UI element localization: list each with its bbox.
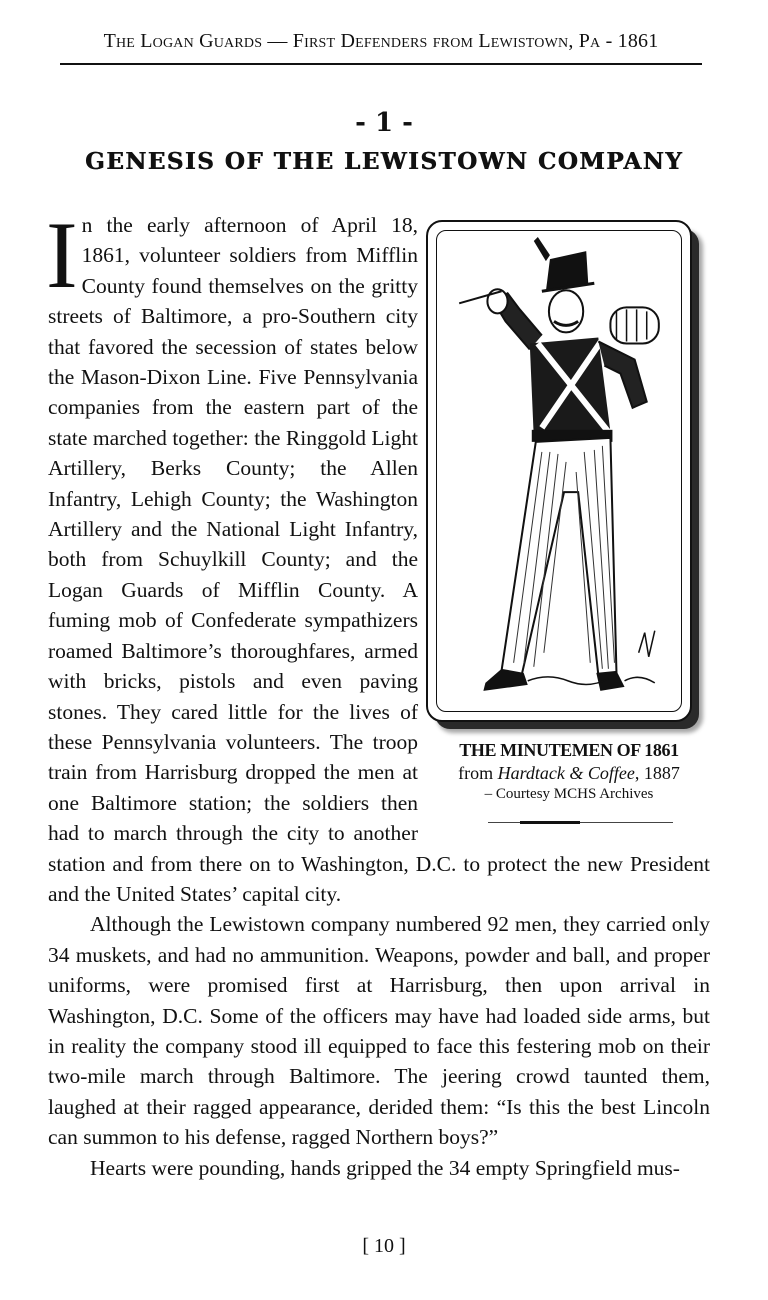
running-head-text: The Logan Guards — First Defenders from Lewistown, Pa - 1861 (103, 30, 659, 52)
running-head-rule (60, 63, 702, 65)
caption-credit: – Courtesy MCHS Archives (484, 786, 654, 802)
paragraph-3: Hearts were pounding, hands gripped the 34 empty Springfield mus- (90, 1155, 680, 1180)
caption-source-title: Hardtack & Coffee (497, 763, 635, 783)
chapter-number: - 1 - (355, 108, 413, 138)
paragraph-1-text: n the early afternoon of April 18, 1861, volunteer soldiers from Mifflin County found themselves on the gritty streets of Baltimore, a pro-Southern city that favored the secession of states below the Mason-Dixon Line. Five Pennsylvania companies from the eastern part of the state marched together: the Ringgold Light Artillery, Berks County; the Allen Infantry, Lehigh County; the Washington Artillery and the National Light Infantry, both from Schuylkill County; and the Logan Guards of Mifflin County. A fuming mob of Confederate sympathizers roamed Baltimore’s thoroughfares, armed with bricks, pistols and even paving stones. They cared little for the lives of these Pennsylvania volunteers. The troop train from Harrisburg dropped the men at one Baltimore station; the soldiers then had to march through the city to another station and from there on to Washington, D.C. to protect the new President and the United States’ capital city. (48, 213, 710, 906)
caption-source-prefix: from (458, 763, 494, 783)
drop-cap: I (46, 202, 78, 308)
soldier-illustration (437, 231, 681, 711)
illustration (436, 230, 682, 712)
paragraph-2: Although the Lewistown company numbered 92 men, they carried only 34 muskets, and had no ammunition. Weapons, powder and ball, and proper uniforms, were promised first at Harrisburg, then upon arrival in Washington, D.C. Some of the officers may have had loaded side arms, but in reality the company stood ill equipped to face this festering mob on their two-mile march through Baltimore. The jeering crowd taunted them, laughed at their ragged appearance, derided them: “Is this the best Lincoln can summon to his defense, ragged Northern boys?” (48, 912, 710, 1150)
running-head (60, 30, 702, 53)
illustration-frame (426, 220, 692, 722)
caption-source-year: , 1887 (634, 763, 680, 783)
page-number: [ 10 ] (362, 1235, 406, 1257)
figure-caption (434, 740, 704, 803)
caption-rule (488, 822, 673, 823)
caption-title: THE MINUTEMEN OF 1861 (459, 740, 679, 760)
chapter-title: GENESIS OF THE LEWISTOWN COMPANY (84, 148, 684, 175)
caption-source (434, 763, 704, 784)
caption-rule-ornament (520, 821, 580, 824)
